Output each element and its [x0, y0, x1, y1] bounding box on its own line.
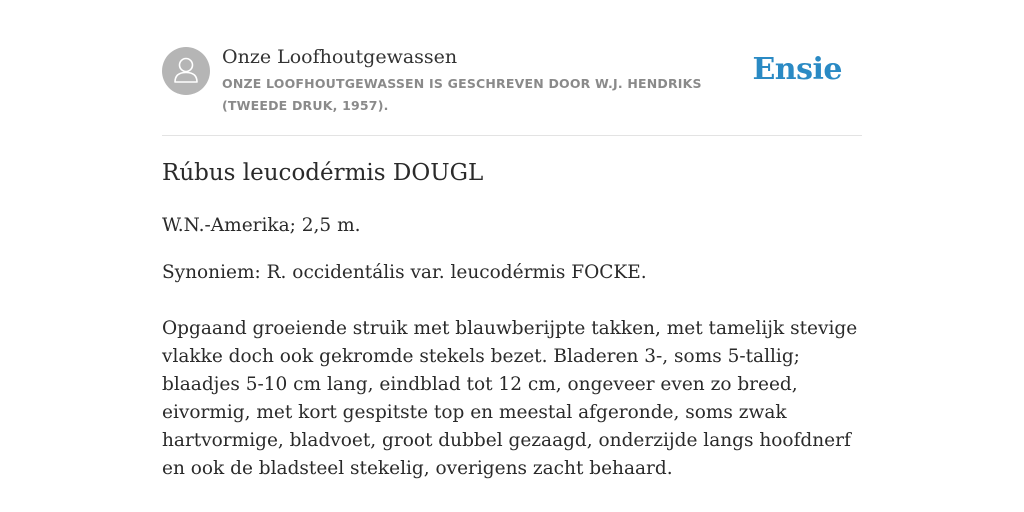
ensie-logo[interactable]: Ensie: [752, 52, 842, 87]
avatar[interactable]: [162, 47, 210, 95]
entry-paragraph-description: Opgaand groeiende struik met blauwberijpte takken, met tamelijk stevige vlakke doch ook gekromde stekels bezet. Bladeren 3-, soms 5-tallig; blaadjes 5-10 cm lang, eindblad tot 12 cm, ongeveer even zo breed, eivormig, met kort gespitste top en meestal afgeronde, soms zwak hartvormige, bladvoet, groot dubbel gezaagd, onderzijde langs hoofdnerf en ook de bladsteel stekelig, overigens zacht behaard.: [162, 318, 858, 479]
entry-title: Rúbus leucodérmis DOUGL: [162, 160, 484, 186]
entry-paragraph-origin: W.N.-Amerika; 2,5 m.: [162, 215, 361, 236]
article-page: [162, 0, 862, 512]
header-divider: [162, 135, 862, 136]
source-header: [162, 0, 862, 136]
source-description: ONZE LOOFHOUTGEWASSEN IS GESCHREVEN DOOR W.J. HENDRIKS (TWEEDE DRUK, 1957).: [222, 76, 702, 113]
entry-paragraph-synonym: Synoniem: R. occidentális var. leucodérmis FOCKE.: [162, 262, 647, 283]
person-icon: [162, 47, 210, 95]
source-title[interactable]: Onze Loofhoutgewassen: [222, 46, 458, 68]
